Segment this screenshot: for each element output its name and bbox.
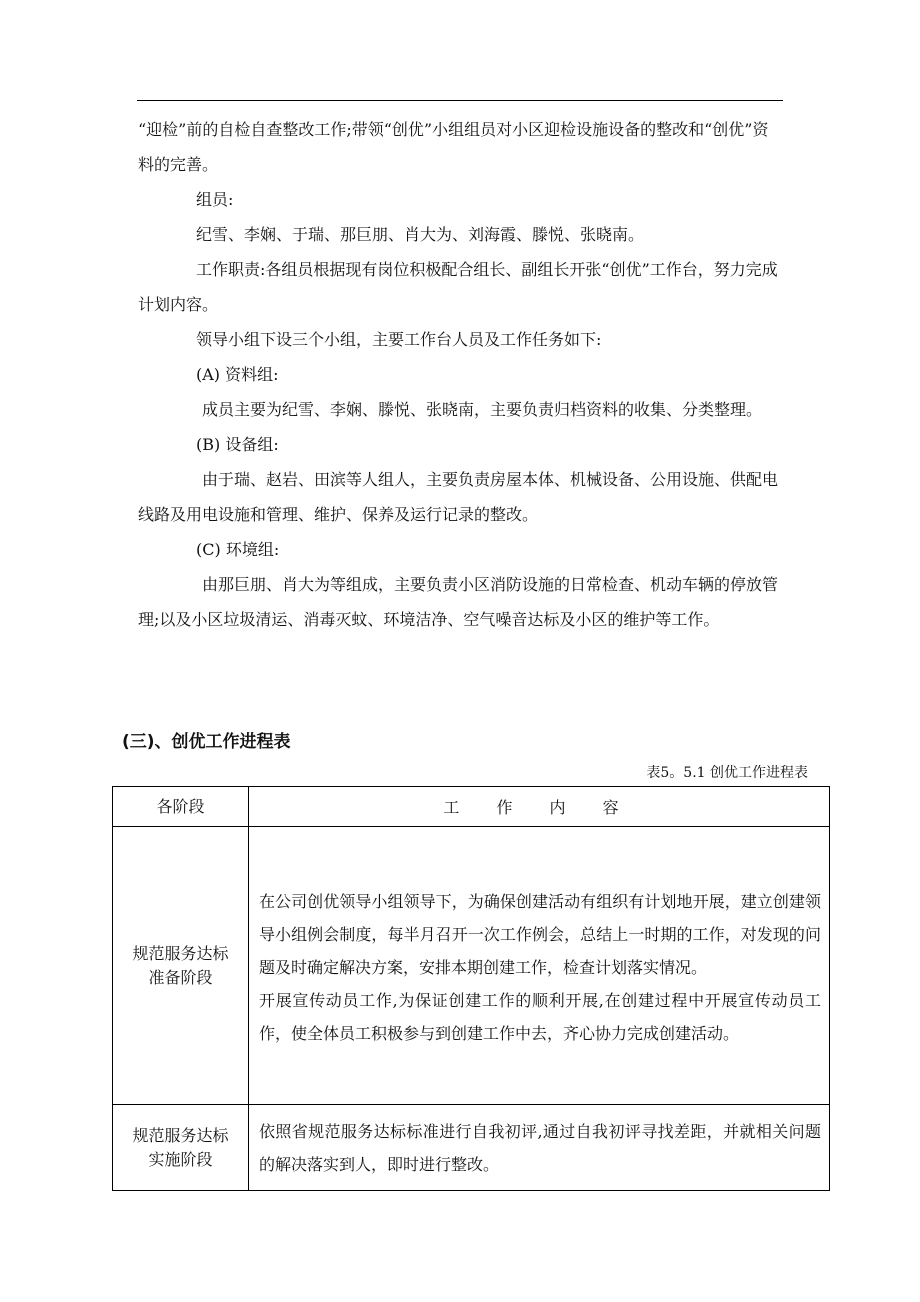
document-body	[138, 112, 782, 637]
subgroup-a-title: (A) 资料组:	[196, 365, 279, 384]
content-cell	[249, 827, 830, 1105]
subgroup-c-desc: 由那巨朋、肖大为等组成，主要负责小区消防设施的日常检查、机动车辆的停放管理;以及小区垃圾清运、消毒灭蚊、环境洁净、空气噪音达标及小区的维护等工作。	[138, 575, 779, 629]
stage-label: 规范服务达标实施阶段	[132, 1125, 229, 1169]
section-title: (三)、创优工作进程表	[122, 732, 291, 752]
content-cell	[249, 1105, 830, 1191]
table-row	[113, 1105, 830, 1191]
paragraph-inspection: “迎检”前的自检自查整改工作;带领“创优”小组组员对小区迎检设施设备的整改和“创优”资料的完善。	[138, 120, 769, 174]
header-content: 工 作 内 容	[249, 787, 830, 827]
header-stage: 各阶段	[113, 787, 249, 827]
paragraph-duties: 工作职责:各组员根据现有岗位积极配合组长、副组长开张“创优”工作台，努力完成计划内容。	[138, 260, 778, 314]
stage-label: 规范服务达标准备阶段	[132, 943, 229, 987]
paragraph-members-list: 纪雪、李娴、于瑞、那巨朋、肖大为、刘海霞、滕悦、张晓南。	[196, 225, 645, 244]
subgroup-b-desc: 由于瑞、赵岩、田滨等人组人，主要负责房屋本体、机械设备、公用设施、供配电线路及用电设施和管理、维护、保养及运行记录的整改。	[138, 470, 779, 524]
table-caption: 表5。5.1 创优工作进程表	[646, 765, 808, 781]
header-rule	[137, 100, 783, 101]
paragraph-members-label: 组员:	[196, 190, 234, 209]
stage-cell	[113, 827, 249, 1105]
paragraph-subgroups-intro: 领导小组下设三个小组，主要工作台人员及工作任务如下:	[196, 330, 602, 349]
subgroup-b-title: (B) 设备组:	[196, 435, 279, 454]
table-row	[113, 827, 830, 1105]
content-paragraph: 依照省规范服务达标标准进行自我初评,通过自我初评寻找差距，并就相关问题的解决落实到人，即时进行整改。	[259, 1121, 821, 1174]
content-paragraph: 在公司创优领导小组领导下，为确保创建活动有组织有计划地开展，建立创建领导小组例会制度，每半月召开一次工作例会，总结上一时期的工作，对发现的问题及时确定解决方案，安排本期创建工作，检查计划落实情况。	[259, 892, 821, 977]
progress-table	[112, 786, 830, 1191]
subgroup-c-title: (C) 环境组:	[196, 540, 280, 559]
content-paragraph: 开展宣传动员工作,为保证创建工作的顺利开展,在创建过程中开展宣传动员工作，使全体员工积极参与到创建工作中去，齐心协力完成创建活动。	[259, 991, 821, 1043]
subgroup-a-desc: 成员主要为纪雪、李娴、滕悦、张晓南，主要负责归档资料的收集、分类整理。	[202, 400, 763, 419]
table-header-row	[113, 787, 830, 827]
stage-cell	[113, 1105, 249, 1191]
